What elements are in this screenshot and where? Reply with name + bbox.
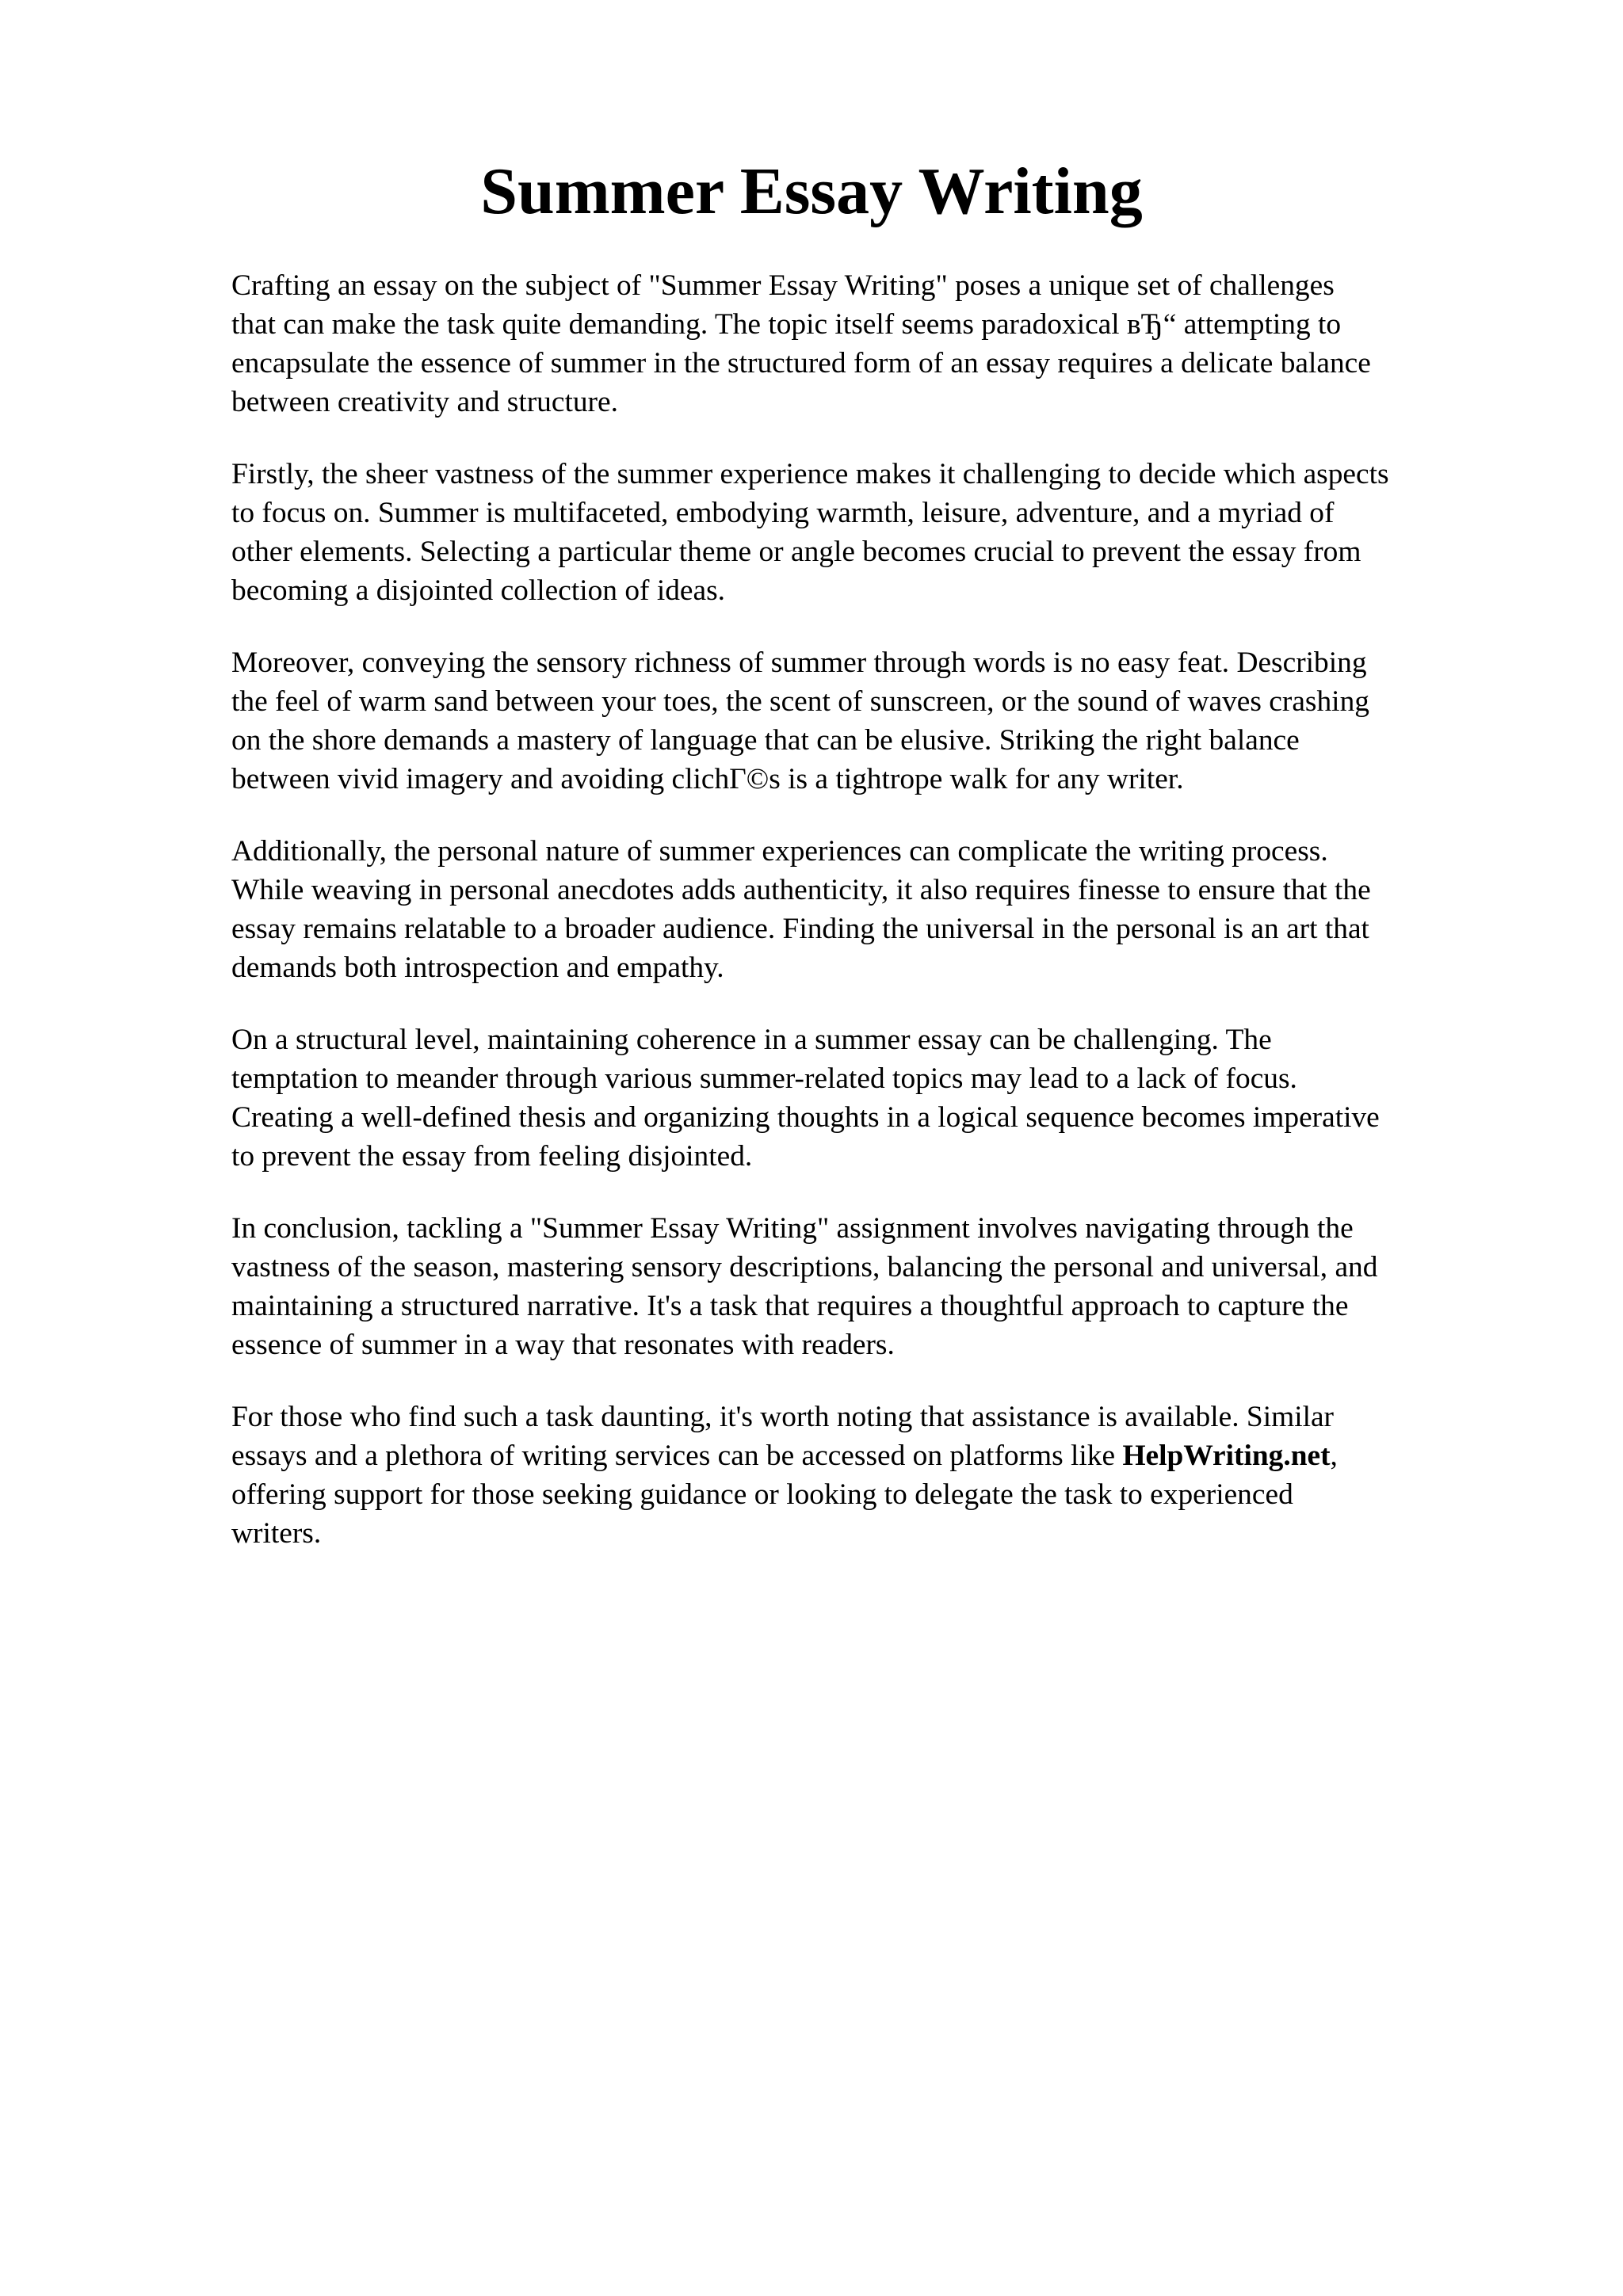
text-line: Crafting an essay on the subject of "Summer Essay Writing" poses a unique set of challenges xyxy=(231,269,1335,302)
text-fragment: , xyxy=(1330,1440,1338,1472)
document-title: Summer Essay Writing xyxy=(480,154,1143,228)
text-line: on the shore demands a mastery of language that can be elusive. Striking the right balance xyxy=(231,724,1300,757)
text-line: to focus on. Summer is multifaceted, embodying warmth, leisure, adventure, and a myriad of xyxy=(231,497,1335,529)
text-line: encapsulate the essence of summer in the structured form of an essay requires a delicate balance xyxy=(231,347,1371,379)
helpwriting-link-text: HelpWriting.net xyxy=(1122,1440,1331,1472)
text-line: Creating a well-defined thesis and organizing thoughts in a logical sequence becomes imperative xyxy=(231,1101,1380,1134)
text-line: offering support for those seeking guidance or looking to delegate the task to experienced xyxy=(231,1478,1293,1511)
text-line: to prevent the essay from feeling disjointed. xyxy=(231,1140,753,1173)
text-line: that can make the task quite demanding. The topic itself seems paradoxical вЂ“ attempting to xyxy=(231,308,1342,341)
paragraph-structure xyxy=(231,1020,1547,1176)
text-line: writers. xyxy=(231,1517,322,1550)
paragraph-intro xyxy=(231,266,1547,421)
text-line: between creativity and structure. xyxy=(231,386,618,418)
text-line-with-link xyxy=(231,1436,1547,1475)
paragraph-vastness xyxy=(231,455,1547,610)
paragraph-assistance xyxy=(231,1398,1547,1553)
text-line: On a structural level, maintaining coherence in a summer essay can be challenging. The xyxy=(231,1024,1272,1056)
text-line: Additionally, the personal nature of summer experiences can complicate the writing process. xyxy=(231,835,1328,868)
text-fragment: essays and a plethora of writing services can be accessed on platforms like xyxy=(231,1440,1123,1472)
text-line: other elements. Selecting a particular theme or angle becomes crucial to prevent the essay from xyxy=(231,536,1361,568)
text-line: essence of summer in a way that resonates with readers. xyxy=(231,1329,895,1361)
paragraph-sensory xyxy=(231,643,1547,799)
text-line: temptation to meander through various summer-related topics may lead to a lack of focus. xyxy=(231,1062,1297,1095)
text-line: In conclusion, tackling a "Summer Essay Writing" assignment involves navigating through the xyxy=(231,1212,1354,1245)
text-line: between vivid imagery and avoiding clichГ©s is a tightrope walk for any writer. xyxy=(231,763,1184,795)
document-body xyxy=(231,266,1547,1586)
paragraph-conclusion xyxy=(231,1209,1547,1364)
text-line: While weaving in personal anecdotes adds authenticity, it also requires finesse to ensure that the xyxy=(231,874,1371,906)
text-line: Moreover, conveying the sensory richness of summer through words is no easy feat. Describing xyxy=(231,646,1367,679)
text-line: vastness of the season, mastering sensory descriptions, balancing the personal and universal, and xyxy=(231,1251,1378,1283)
text-line: becoming a disjointed collection of ideas. xyxy=(231,574,726,607)
text-line: demands both introspection and empathy. xyxy=(231,952,724,984)
text-line: the feel of warm sand between your toes, the scent of sunscreen, or the sound of waves crashing xyxy=(231,685,1369,718)
paragraph-personal xyxy=(231,832,1547,987)
text-line: essay remains relatable to a broader audience. Finding the universal in the personal is an art that xyxy=(231,913,1369,945)
text-line: Firstly, the sheer vastness of the summer experience makes it challenging to decide which aspects xyxy=(231,458,1389,490)
text-line: maintaining a structured narrative. It's a task that requires a thoughtful approach to capture the xyxy=(231,1290,1349,1322)
text-line: For those who find such a task daunting, it's worth noting that assistance is available. Similar xyxy=(231,1401,1335,1433)
